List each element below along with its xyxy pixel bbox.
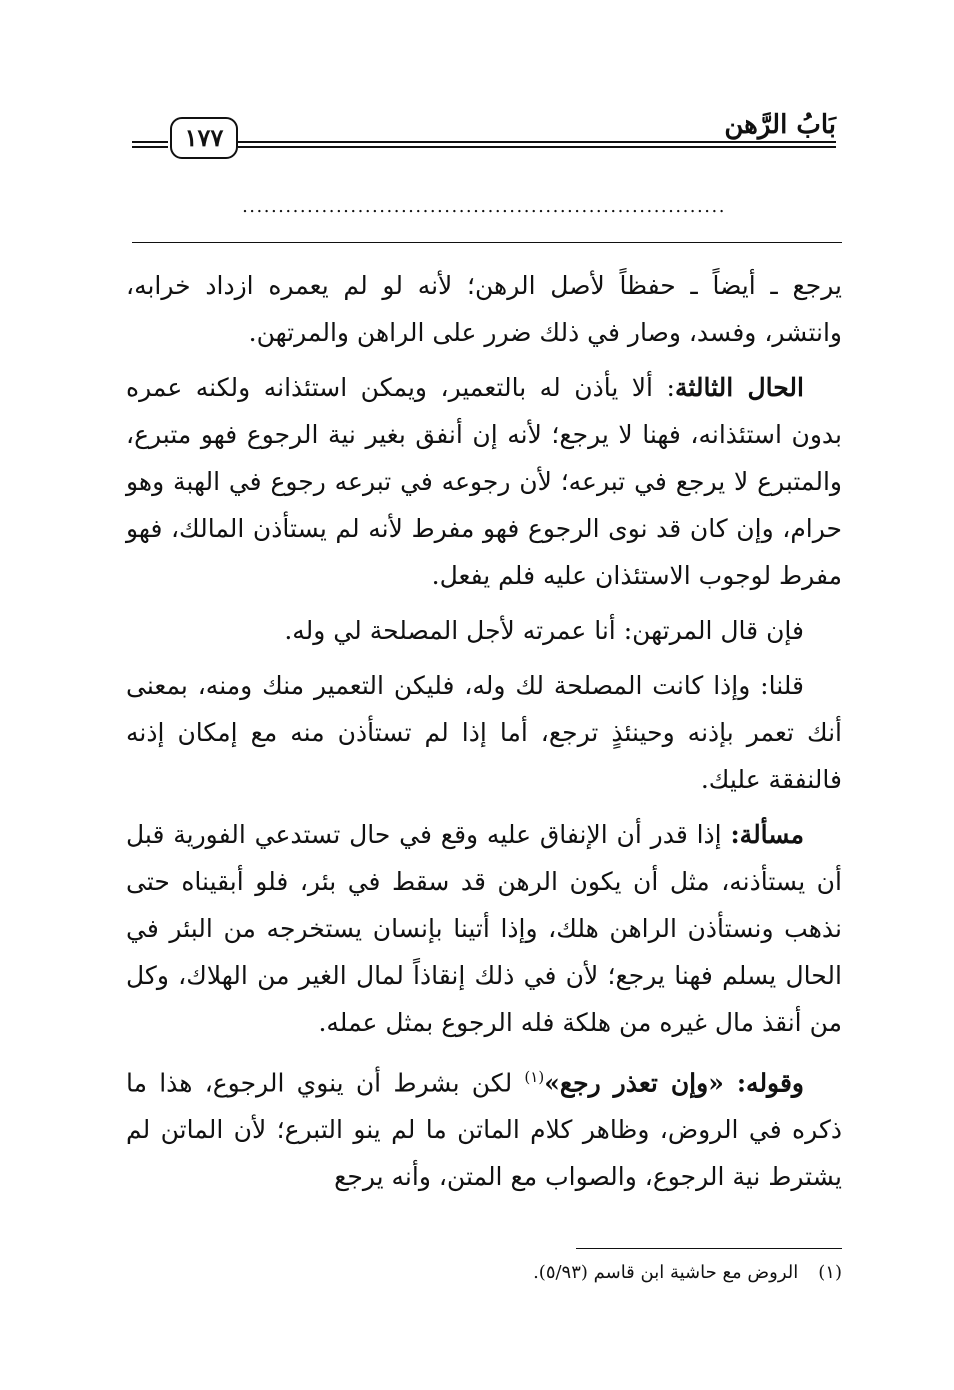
paragraph-6-label: وقوله: xyxy=(736,1068,804,1098)
paragraph-6-text: لكن بشرط أن ينوي الرجوع، هذا ما ذكره في الروض، وظاهر كلام الماتن ما لم ينو التبرع؛ لأن الماتن لم يشترط نية الرجوع، والصواب مع المتن، وأنه يرجع xyxy=(126,1068,842,1192)
chapter-title: بَابُ الرَّهن xyxy=(724,110,836,140)
header-rule xyxy=(238,141,836,143)
header-rule xyxy=(132,146,168,148)
section-rule xyxy=(132,242,842,243)
paragraph-1: يرجع ـ أيضاً ـ حفظاً لأصل الرهن؛ لأنه لو لم يعمره ازداد خرابه، وانتشر، وفسد، وصار في ذلك ضرر على الراهن والمرتهن. xyxy=(126,271,842,347)
footnote-reference: (١) xyxy=(524,1068,545,1086)
dotted-separator: ................................................................... xyxy=(242,196,726,216)
paragraph-5 xyxy=(126,811,842,1046)
paragraph-2-label: الحال الثالثة xyxy=(674,373,804,402)
main-text xyxy=(126,262,842,1208)
paragraph-5-text: إذا قدر أن الإنفاق عليه وقع في حال تستدعي الفورية قبل أن يستأذنه، مثل أن يكون الرهن قد سقط في بئر، فلو أبقيناه حتى نذهب ونستأذن الراهن هلك، وإذا أتينا بإنسان يستخرجه من البئر في الحال يسلم فهنا يرجع؛ لأن في ذلك إنقاذاً لمال الغير من الهلاك، وكل من أنقذ مال غيره من هلكة فله الرجوع بمثل عمله. xyxy=(126,820,842,1037)
page-number: ١٧٧ xyxy=(170,117,238,159)
page-header xyxy=(0,0,954,170)
paragraph-2 xyxy=(126,364,842,599)
paragraph-4: قلنا: وإذا كانت المصلحة لك وله، فليكن التعمير منك ومنه، بمعنى أنك تعمر بإذنه وحينئذٍ ترجع، أما إذا لم تستأذن منه مع إمكان إذنه فالنفقة عليك. xyxy=(126,671,842,794)
paragraph-3: فإن قال المرتهن: أنا عمرته لأجل المصلحة لي وله. xyxy=(284,616,804,645)
header-rule xyxy=(238,146,836,148)
footnote-text: الروض مع حاشية ابن قاسم (٥/٩٣). xyxy=(533,1262,799,1283)
footnote-rule xyxy=(576,1248,842,1249)
paragraph-2-text: : ألا يأذن له بالتعمير، ويمكن استئذانه ولكنه عمره بدون استئذانه، فهنا لا يرجع؛ لأنه إن أنفق بغير نية الرجوع فهو متبرع، والمتبرع لا يرجع في تبرعه؛ لأن رجوعه في تبرعه رجوع في الهبة وهو حرام، وإن كان قد نوى الرجوع فهو مفرط لأنه لم يستأذن المالك، فهو مفرط لوجوب الاستئذان عليه فلم يفعل. xyxy=(126,373,842,590)
paragraph-6-quote: «وإن تعذر رجع» xyxy=(544,1068,737,1098)
paragraph-6 xyxy=(126,1054,842,1200)
footnote xyxy=(300,1258,842,1288)
footnote-number: (١) xyxy=(818,1262,842,1283)
header-rule xyxy=(132,141,168,143)
paragraph-5-label: مسألة: xyxy=(730,820,804,849)
